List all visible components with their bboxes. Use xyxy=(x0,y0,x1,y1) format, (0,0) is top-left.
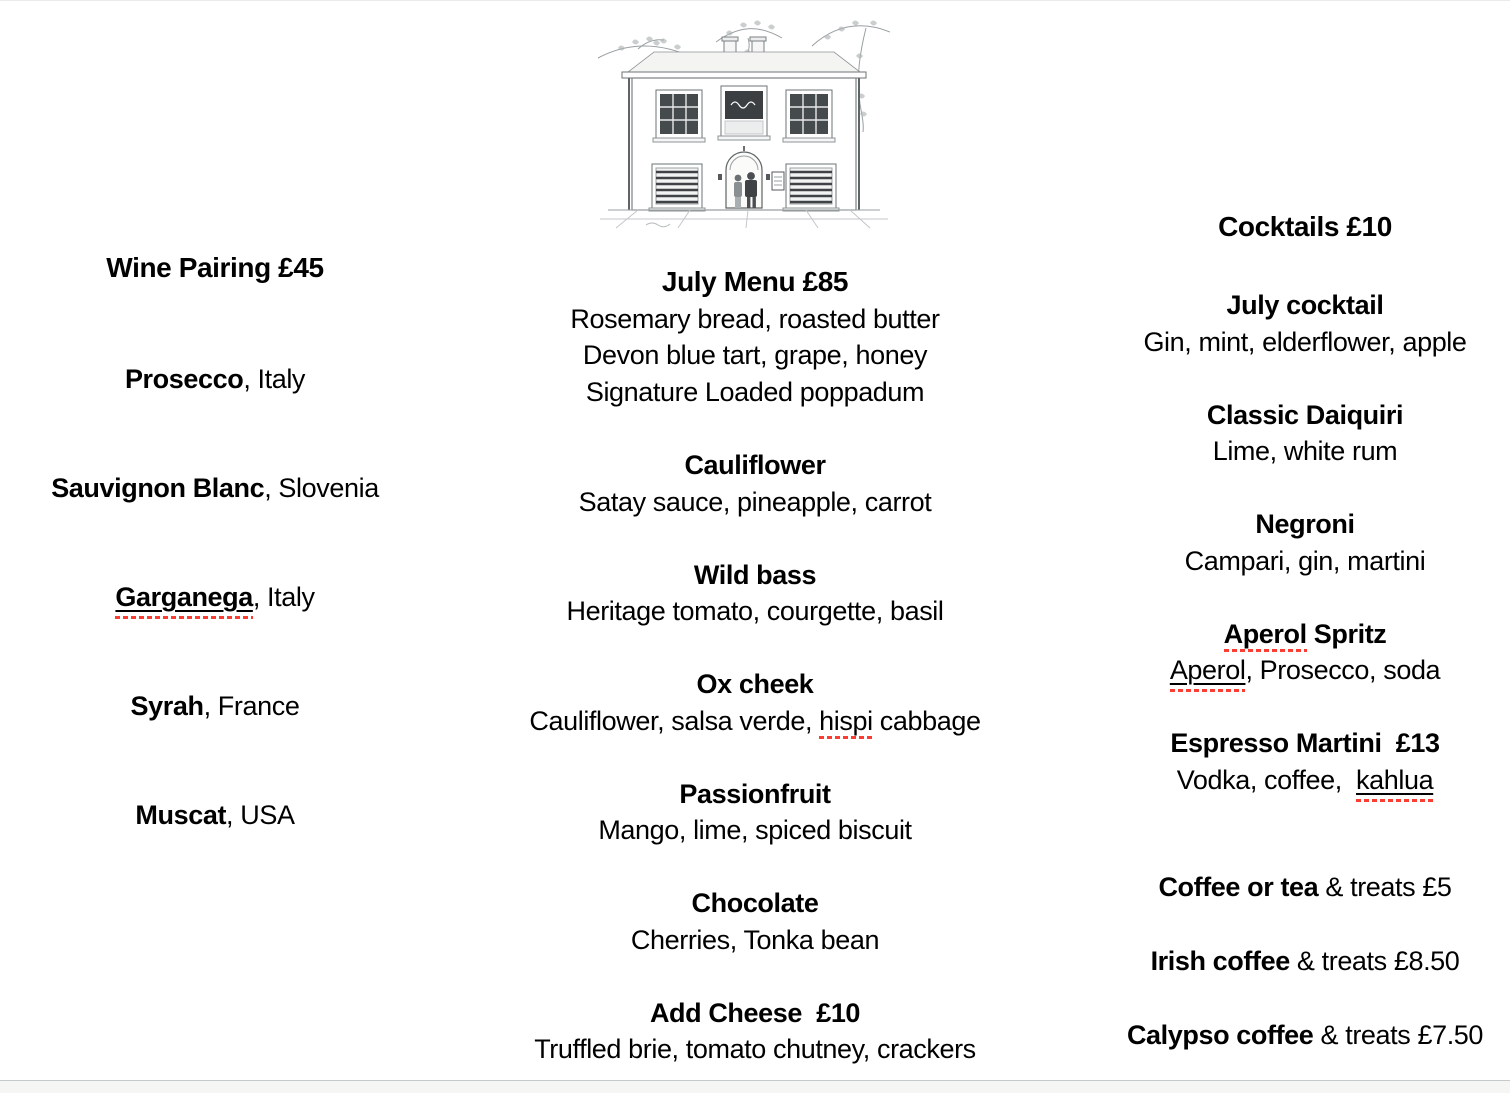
wine-pairing-title: Wine Pairing £45 xyxy=(106,252,324,283)
cocktail-name: Classic Daiquiri xyxy=(1206,399,1404,430)
cocktail-desc: Vodka, coffee, kahlua xyxy=(1098,762,1510,799)
cocktail-list xyxy=(1098,287,1510,798)
coffee-list xyxy=(1098,869,1510,1054)
cocktail-item xyxy=(1098,397,1510,470)
wine-pairing-column xyxy=(20,250,410,287)
cocktail-item xyxy=(1098,287,1510,360)
course-desc: Truffled brie, tomato chutney, crackers xyxy=(534,1034,976,1064)
menu-intro-line: Devon blue tart, grape, honey xyxy=(582,340,928,370)
wine-item: Syrah, France xyxy=(130,691,300,721)
course-name: Passionfruit xyxy=(679,778,831,809)
misspelled-word[interactable]: Aperol xyxy=(1224,619,1307,652)
misspelled-word[interactable]: kahlua xyxy=(1356,765,1433,802)
cocktail-name: Aperol Spritz xyxy=(1098,616,1510,653)
menu-course xyxy=(495,557,1015,630)
misspelled-word[interactable]: Aperol xyxy=(1170,655,1246,692)
cocktail-desc: Lime, white rum xyxy=(1212,436,1398,466)
wine-list xyxy=(20,361,410,834)
wine-item: Prosecco, Italy xyxy=(124,364,306,394)
menu-course xyxy=(495,447,1015,520)
misspelled-word[interactable]: hispi xyxy=(819,706,873,739)
menu-course xyxy=(495,995,1015,1068)
course-desc: Mango, lime, spiced biscuit xyxy=(598,815,912,845)
pavement xyxy=(600,210,888,228)
menu-course xyxy=(495,666,1015,739)
coffee-item: Irish coffee & treats £8.50 xyxy=(1150,946,1460,976)
cocktails-header xyxy=(1098,209,1510,246)
wine-item: Sauvignon Blanc, Slovenia xyxy=(51,473,379,503)
coffee-item: Coffee or tea & treats £5 xyxy=(1158,872,1452,902)
restaurant-sign-board xyxy=(725,91,763,119)
artist-signature xyxy=(646,223,670,227)
course-name: Chocolate xyxy=(691,888,819,918)
cocktail-item xyxy=(1098,725,1510,798)
cocktail-desc: Campari, gin, martini xyxy=(1184,545,1426,576)
cocktail-name: Espresso Martini £13 xyxy=(1170,728,1440,758)
menu-intro-line: Signature Loaded poppadum xyxy=(585,376,925,407)
wine-item: Garganega, Italy xyxy=(20,579,410,616)
course-desc: Satay sauce, pineapple, carrot xyxy=(578,486,932,517)
cocktails-title: Cocktails £10 xyxy=(1218,211,1392,242)
course-name: Wild bass xyxy=(693,559,817,590)
course-name: Cauliflower xyxy=(684,450,826,480)
menu-header xyxy=(495,264,1015,410)
cocktail-name: July cocktail xyxy=(1226,290,1384,320)
course-list xyxy=(495,447,1015,1068)
restaurant-house-sketch xyxy=(598,12,890,240)
menu-title: July Menu £85 xyxy=(661,266,849,297)
page-bottom-edge xyxy=(0,1080,1510,1093)
menu-intro-line: Rosemary bread, roasted butter xyxy=(570,303,940,334)
course-name: Add Cheese £10 xyxy=(649,997,861,1028)
cocktail-item xyxy=(1098,616,1510,689)
course-desc: Cauliflower, salsa verde, hispi cabbage xyxy=(495,703,1015,740)
course-name: Ox cheek xyxy=(696,669,814,699)
arched-doorway xyxy=(726,152,762,208)
course-desc: Cherries, Tonka bean xyxy=(630,924,880,955)
course-desc: Heritage tomato, courgette, basil xyxy=(566,596,944,626)
cocktail-desc: Aperol, Prosecco, soda xyxy=(1098,652,1510,689)
wine-item: Muscat, USA xyxy=(135,800,295,830)
menu-course xyxy=(495,885,1015,958)
cocktail-item xyxy=(1098,506,1510,579)
menu-course xyxy=(495,776,1015,849)
cocktail-name: Negroni xyxy=(1255,509,1355,539)
misspelled-word[interactable]: Garganega xyxy=(115,582,252,619)
page-top-edge xyxy=(0,0,1510,1)
cocktail-desc: Gin, mint, elderflower, apple xyxy=(1143,326,1467,357)
coffee-item: Calypso coffee & treats £7.50 xyxy=(1126,1020,1484,1050)
